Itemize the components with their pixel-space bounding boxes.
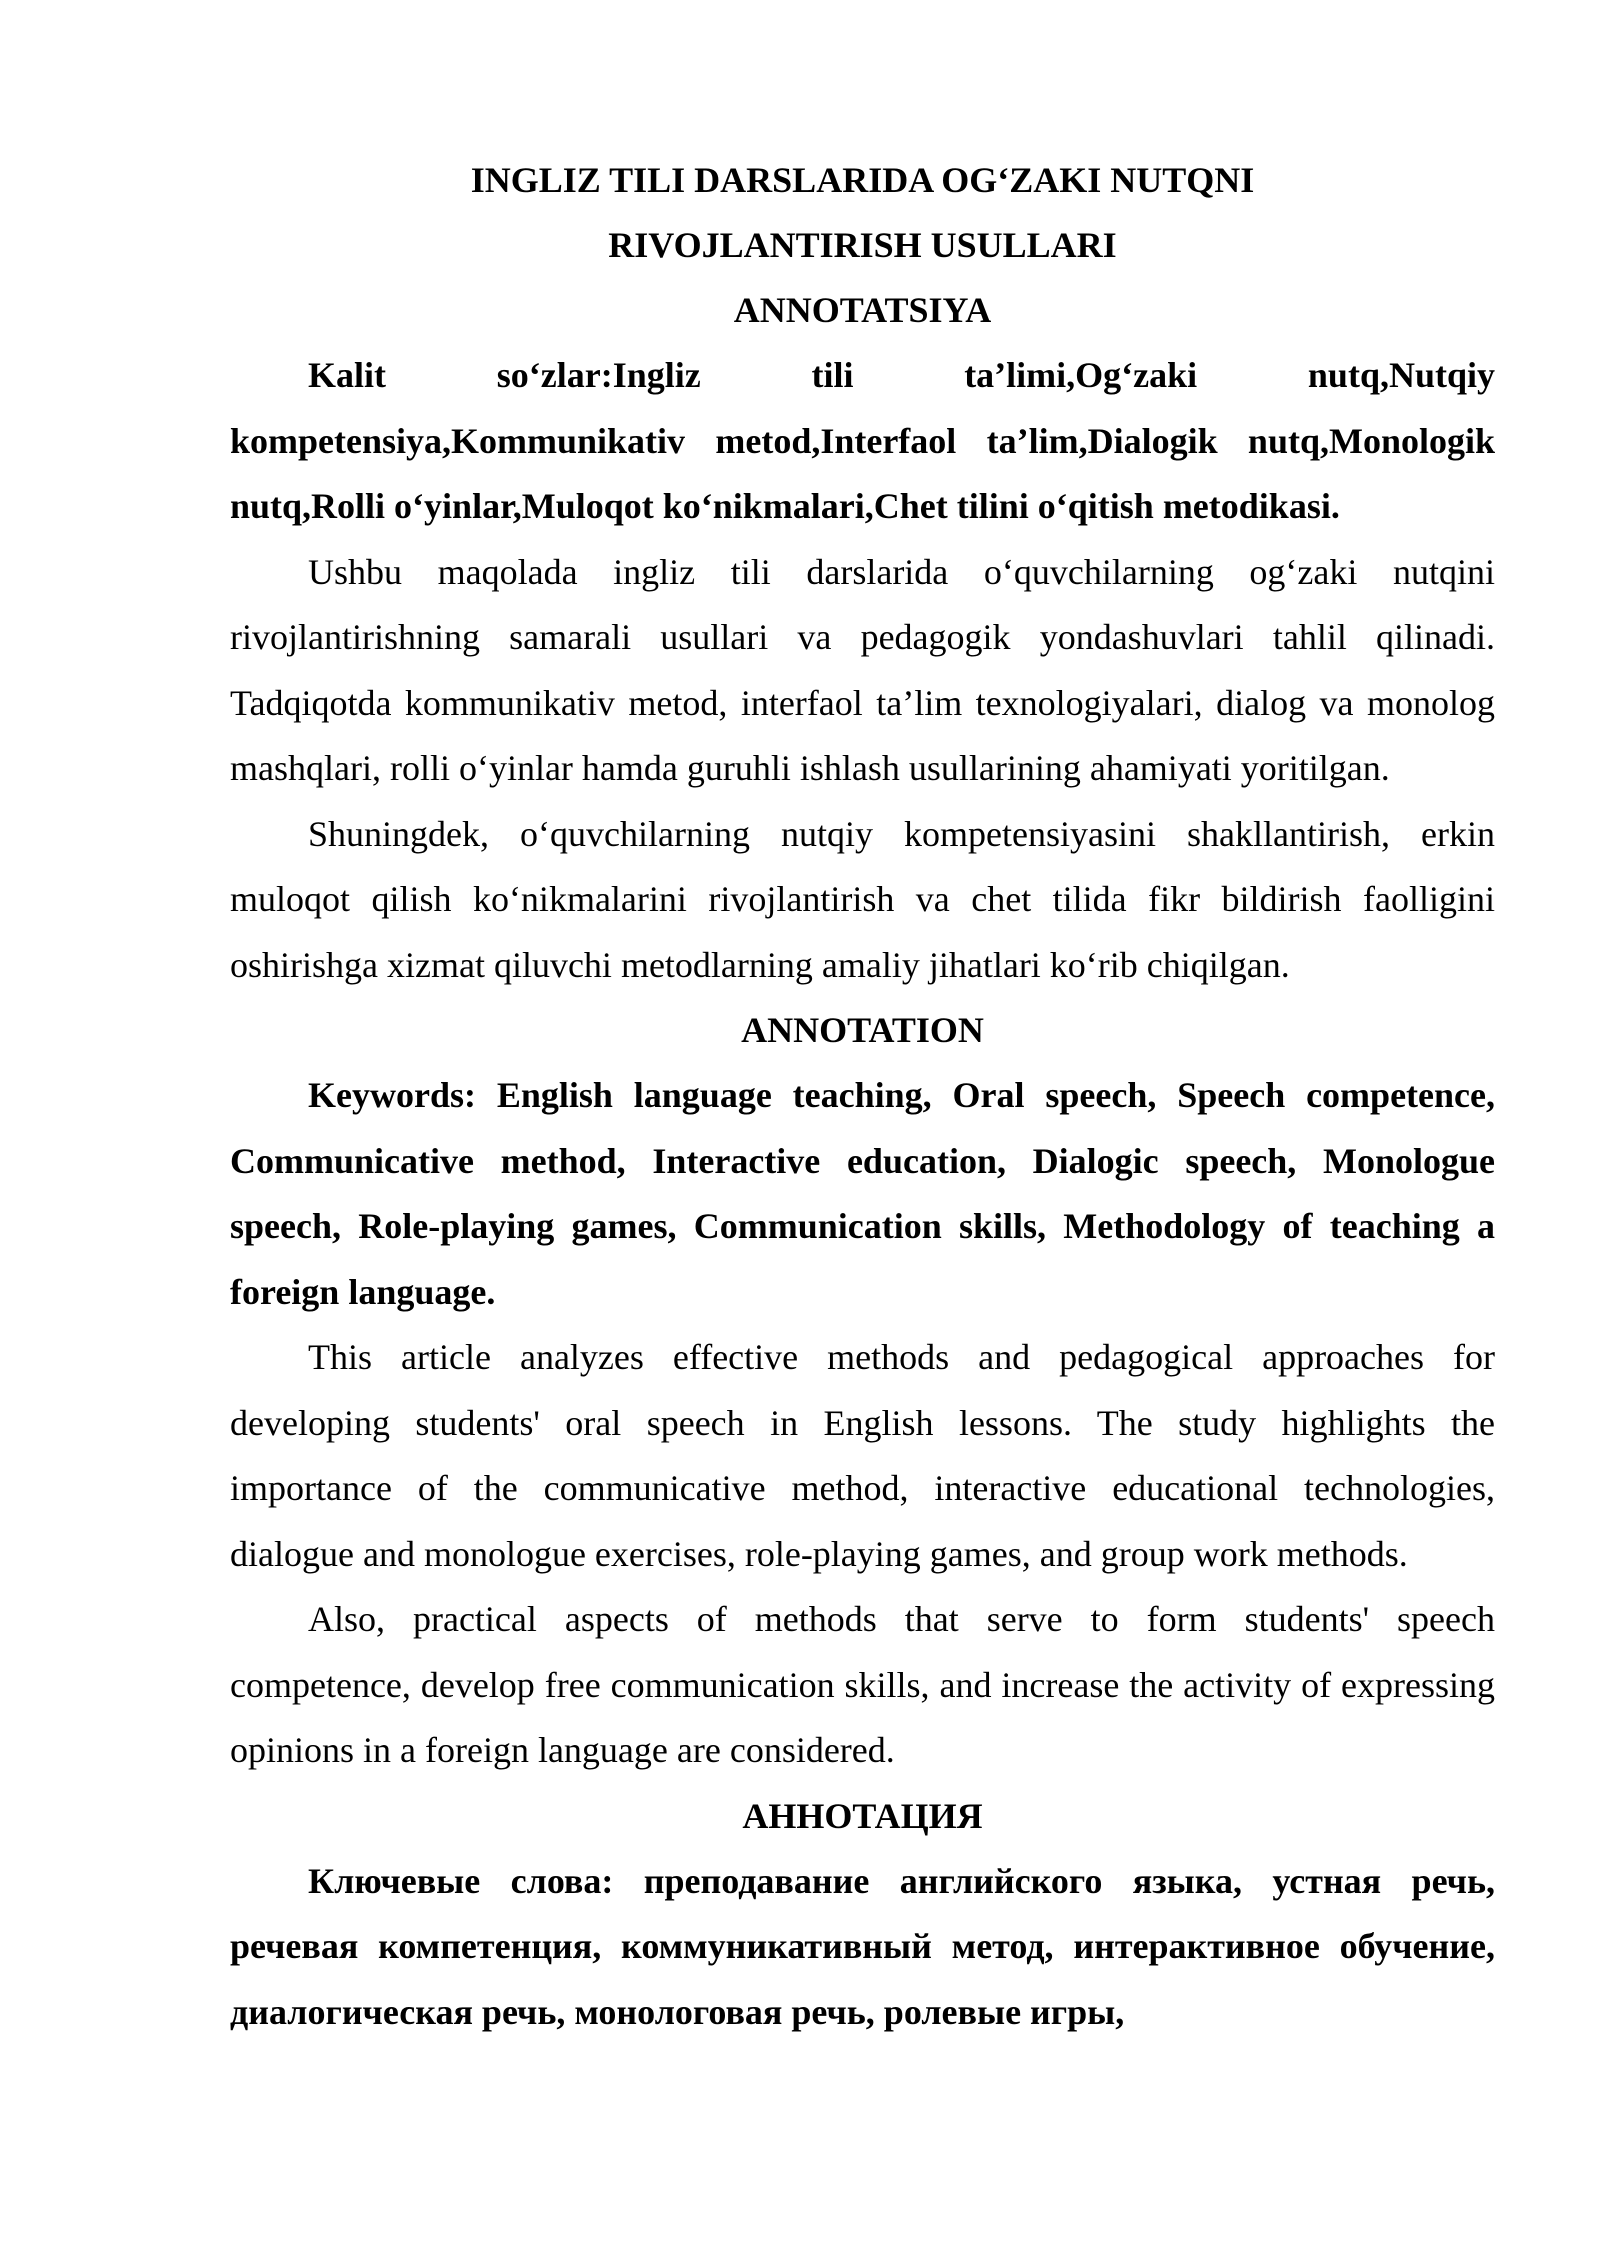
ru-keywords: Ключевые слова: преподавание английского языка, устная речь, речевая компетенция, коммуникативный метод, интерактивное обучение, диалогическая речь, монологовая речь, ролевые игры,: [230, 1860, 1495, 2032]
en-annotation-heading: ANNOTATION: [741, 1010, 984, 1050]
uz-paragraph-2: Shuningdek, o‘quvchilarning nutqiy kompetensiyasini shakllantirish, erkin muloqot qilish ko‘nikmalarini rivojlantirish va chet tilida fikr bildirish faolligini oshirishga xizmat qiluvchi metodlarning amaliy jihatlari ko‘rib chiqilgan.: [230, 813, 1495, 985]
en-paragraph-2: Also, practical aspects of methods that serve to form students' speech competence, develop free communication skills, and increase the activity of expressing opinions in a foreign language are considered.: [230, 1599, 1495, 1770]
uz-annotation-heading: ANNOTATSIYA: [733, 290, 992, 330]
title-line-2: RIVOJLANTIRISH USULLARI: [608, 225, 1117, 265]
uz-paragraph-1: Ushbu maqolada ingliz tili darslarida o‘quvchilarning og‘zaki nutqini rivojlantirishning samarali usullari va pedagogik yondashuvlari tahlil qilinadi. Tadqiqotda kommunikativ metod, interfaol ta’lim texnologiyalari, dialog va monolog mashqlari, rolli o‘yinlar hamda guruhli ishlash usullarining ahamiyati yoritilgan.: [230, 551, 1495, 788]
title-line-1: INGLIZ TILI DARSLARIDA OG‘ZAKI NUTQNI: [470, 160, 1255, 200]
ru-annotation-heading: АННОТАЦИЯ: [742, 1795, 983, 1836]
en-paragraph-1: This article analyzes effective methods and pedagogical approaches for developing students' oral speech in English lessons. The study highlights the importance of the communicative method, interactive educational technologies, dialogue and monologue exercises, role-playing games, and group work methods.: [230, 1337, 1495, 1574]
uz-keywords: Kalit so‘zlar:Ingliz tili ta’limi,Og‘zaki nutq,Nutqiy kompetensiya,Kommunikativ metod,Interfaol ta’lim,Dialogik nutq,Monologik nutq,Rolli o‘yinlar,Muloqot ko‘nikmalari,Chet tilini o‘qitish metodikasi.: [230, 355, 1495, 526]
document-page: [230, 148, 1495, 2045]
en-keywords: Keywords: English language teaching, Oral speech, Speech competence, Communicative method, Interactive education, Dialogic speech, Monologue speech, Role-playing games, Communication skills, Methodology of teaching a foreign language.: [230, 1075, 1495, 1312]
